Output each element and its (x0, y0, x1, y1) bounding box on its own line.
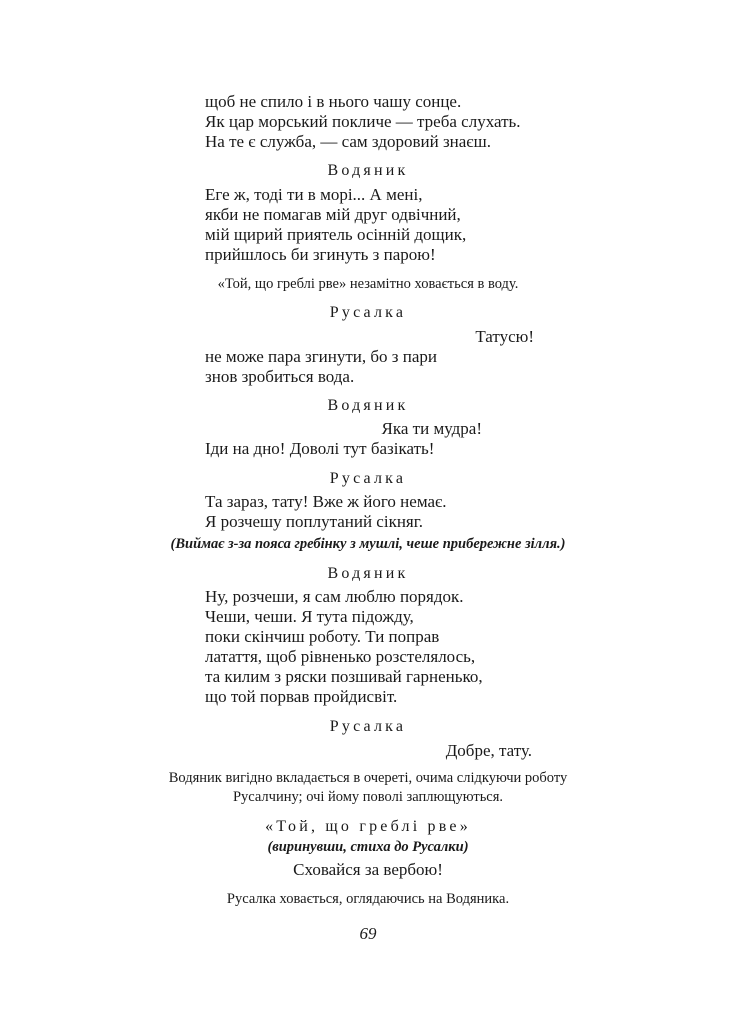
verse-line: На те є служба, — сам здоровий знаєш. (205, 132, 491, 151)
speaker-name: Русалка (329, 718, 407, 735)
verse-line: мій щирий приятель осінній дощик, (205, 225, 467, 244)
verse-line-right: Татусю! (475, 327, 534, 346)
verse-line: Еге ж, тоді ти в морі... А мені, (205, 185, 423, 204)
stage-direction: «Той, що греблі рве» незамітно ховається в воду. (217, 276, 519, 292)
verse-line: Чеши, чеши. Я тута підожду, (205, 607, 414, 626)
speaker-name: «Той, що греблі рве» (265, 818, 471, 835)
stage-direction: Русалка ховається, оглядаючись на Водяника. (226, 891, 510, 907)
speaker-name: Водяник (327, 397, 409, 414)
speaker-name: Водяник (327, 162, 409, 179)
speaker-name: Водяник (327, 565, 409, 582)
verse-line-right: Яка ти мудра! (381, 419, 482, 438)
verse-line: що той порвав пройдисвіт. (205, 687, 398, 706)
verse-line: якби не помагав мій друг одвічний, (205, 205, 461, 224)
verse-line: знов зробиться вода. (205, 367, 355, 386)
verse-line: Ну, розчеши, я сам люблю порядок. (205, 587, 464, 606)
verse-line: Як цар морський покличе — треба слухать. (205, 112, 521, 131)
speaker-name: Русалка (329, 470, 407, 487)
speaker-name: Русалка (329, 304, 407, 321)
verse-line: латаття, щоб рівненько розстелялось, (205, 647, 476, 666)
page-number: 69 (359, 924, 377, 943)
verse-line: щоб не спило і в нього чашу сонце. (205, 92, 462, 111)
verse-line-right: Добре, тату. (445, 741, 532, 760)
verse-line: поки скінчиш роботу. Ти поправ (205, 627, 440, 646)
verse-line-center: Сховайся за вербою! (293, 860, 443, 879)
stage-direction: Водяник вигідно вкладається в очереті, очима слідкуючи роботу (168, 770, 568, 786)
verse-line: Я розчешу поплутаний сікняг. (205, 512, 424, 531)
verse-line: Іди на дно! Доволі тут базікать! (205, 439, 435, 458)
verse-line: та килим з ряски позшивай гарненько, (205, 667, 483, 686)
stage-direction: Русалчину; очі йому поволі заплющуються. (232, 789, 504, 805)
verse-line: не може пара згинути, бо з пари (205, 347, 437, 366)
verse-line: прийшлось би згинуть з парою! (205, 245, 436, 264)
stage-direction-italic: (виринувши, стиха до Русалки) (267, 839, 469, 855)
stage-direction-italic: (Виймає з-за пояса гребінку з мушлі, чеше прибережне зілля.) (170, 536, 566, 552)
verse-line: Та зараз, тату! Вже ж його немає. (205, 492, 447, 511)
